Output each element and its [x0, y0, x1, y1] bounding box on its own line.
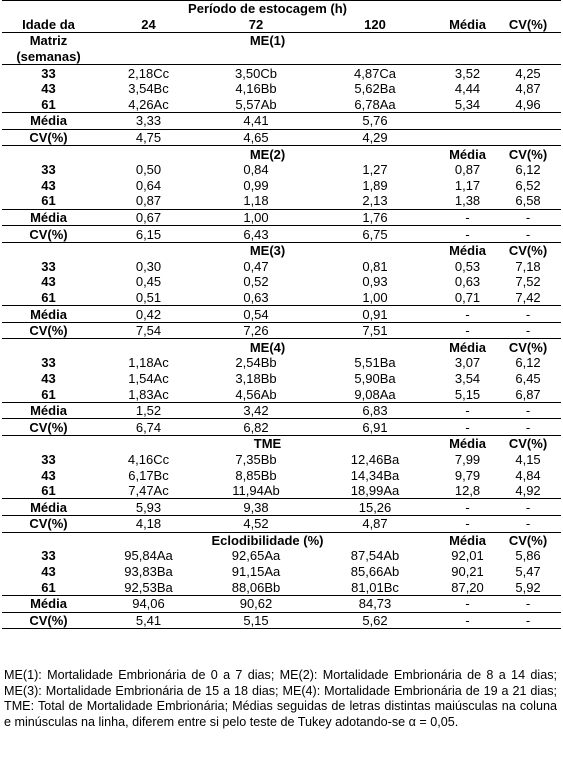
header-row-1 [2, 1, 561, 17]
results-table [2, 0, 561, 629]
table-cell: 4,16Cc [127, 451, 170, 467]
table-cell: 1,76 [310, 209, 440, 226]
table-cell: 9,79 [454, 467, 481, 483]
table-cell: 3,33 [95, 113, 202, 130]
section-media-header: Média [440, 146, 495, 162]
section-cv-header: CV(%) [495, 532, 561, 548]
section-media-header: Média [440, 339, 495, 355]
table-cell: 7,42 [515, 289, 541, 305]
table-cell: 7,47Ac [128, 483, 169, 499]
table-cell: 4,18 [95, 516, 202, 533]
row-label: 43 [41, 564, 56, 580]
table-cell: 84,73 [310, 595, 440, 612]
table-row [2, 452, 561, 468]
section-title: ME(3) [95, 242, 440, 258]
table-cell: 0,51 [135, 289, 162, 305]
row-label: CV(%) [2, 129, 95, 146]
table-cell: 93,83Ba [124, 564, 173, 580]
table-cell: 1,00 [202, 209, 310, 226]
table-cell: 94,06 [95, 595, 202, 612]
col-header-120: 120 [310, 17, 440, 33]
empty-cell [95, 49, 202, 65]
row-label: 61 [41, 386, 56, 402]
table-cell: 1,18Ac [128, 355, 169, 371]
table-cell: 0,81 [362, 258, 388, 274]
table-cell: - [440, 516, 495, 533]
table-cell: 81,01Bc [351, 579, 399, 595]
section-title-row-tme [2, 436, 561, 452]
row-label: 33 [41, 258, 56, 274]
table-cell: 6,43 [202, 226, 310, 243]
table-cell: 0,87 [135, 193, 162, 209]
table-cell: - [440, 306, 495, 323]
section-cv-header: CV(%) [495, 339, 561, 355]
table-cell: 3,54Bc [128, 81, 169, 97]
table-cell [440, 113, 495, 130]
section-title-row-me-1 [2, 33, 561, 49]
section-title-row-me-4 [2, 339, 561, 355]
table-row [2, 209, 561, 226]
table-cell: 7,99 [454, 451, 481, 467]
table-cell: 9,38 [202, 499, 310, 516]
table-cell: 5,76 [310, 113, 440, 130]
table-cell: 5,93 [95, 499, 202, 516]
row-label: CV(%) [2, 516, 95, 533]
table-cell: 3,52 [454, 65, 481, 81]
table-cell: 4,65 [202, 129, 310, 146]
table-cell: 3,42 [202, 402, 310, 419]
table-cell: 4,25 [515, 65, 541, 81]
table-cell: 0,45 [135, 274, 162, 290]
table-cell: 4,41 [202, 113, 310, 130]
table-cell: 0,50 [135, 162, 162, 178]
table-cell: 4,96 [515, 96, 541, 112]
section-title: ME(2) [95, 146, 440, 162]
table-row [2, 595, 561, 612]
table-cell: 1,00 [362, 289, 388, 305]
section-title-spacer [2, 436, 95, 452]
table-cell: 4,56Ab [235, 386, 277, 402]
row-label: Média [2, 595, 95, 612]
row-label: 61 [41, 96, 56, 112]
table-cell: - [495, 209, 561, 226]
table-cell: 6,12 [515, 162, 541, 178]
section-title-row-eclodibilidade [2, 532, 561, 548]
table-cell: 1,38 [454, 193, 481, 209]
table-row [2, 178, 561, 194]
table-cell: 9,08Aa [354, 386, 396, 402]
table-cell: 0,64 [135, 177, 162, 193]
table-cell: 4,16Bb [235, 81, 277, 97]
table-row [2, 113, 561, 130]
table-row [2, 290, 561, 306]
table-cell: 7,52 [515, 274, 541, 290]
table-cell: - [495, 516, 561, 533]
table-cell: 5,92 [515, 579, 541, 595]
table-cell: - [440, 226, 495, 243]
section-title: Eclodibilidade (%) [95, 532, 440, 548]
col-header-cv: CV(%) [495, 17, 561, 33]
row-label: 61 [41, 289, 56, 305]
table-cell: 18,99Aa [350, 483, 400, 499]
table-cell: - [495, 306, 561, 323]
table-cell: 0,93 [362, 274, 388, 290]
row-label: 43 [41, 467, 56, 483]
table-cell: 5,57Ab [235, 96, 277, 112]
row-label: Média [2, 306, 95, 323]
table-cell: 4,29 [310, 129, 440, 146]
table-cell: 6,52 [515, 177, 541, 193]
table-cell: 7,26 [202, 322, 310, 339]
table-cell: 1,54Ac [128, 370, 169, 386]
table-cell: 7,18 [515, 258, 541, 274]
empty-cell [495, 33, 561, 49]
table-cell: 0,42 [95, 306, 202, 323]
table-cell: - [495, 595, 561, 612]
stub-header-line-1: Idade da [2, 17, 95, 33]
table-cell: 6,91 [310, 419, 440, 436]
row-label: Média [2, 499, 95, 516]
table-cell: 1,17 [454, 177, 481, 193]
table-cell: 5,62Ba [354, 81, 396, 97]
section-title-spacer [2, 339, 95, 355]
section-title: ME(1) [249, 33, 286, 49]
table-cell: 7,35Bb [235, 451, 277, 467]
section-title-spacer [2, 146, 95, 162]
row-label: 33 [41, 451, 56, 467]
table-cell: - [495, 226, 561, 243]
table-row [2, 612, 561, 629]
table-cell: 0,47 [243, 258, 269, 274]
table-cell: - [440, 612, 495, 629]
empty-cell [440, 33, 495, 49]
row-label: CV(%) [2, 322, 95, 339]
table-row [2, 274, 561, 290]
table-cell: - [440, 595, 495, 612]
table-cell: 6,58 [515, 193, 541, 209]
row-label: 61 [41, 483, 56, 499]
table-cell: 2,54Bb [235, 355, 277, 371]
table-cell: 2,18Cc [127, 65, 170, 81]
table-row [2, 419, 561, 436]
table-row [2, 259, 561, 275]
table-cell: 5,62 [310, 612, 440, 629]
table-cell: - [440, 402, 495, 419]
table-cell: 1,83Ac [128, 386, 169, 402]
section-title-row-me-3 [2, 242, 561, 258]
table-cell: 5,15 [202, 612, 310, 629]
table-row [2, 579, 561, 595]
table-cell: 6,17Bc [128, 467, 169, 483]
stub-header-line-3: (semanas) [2, 49, 95, 65]
section-cv-header: CV(%) [495, 242, 561, 258]
table-row [2, 355, 561, 371]
period-header: Período de estocagem (h) [95, 1, 440, 17]
table-cell: 2,13 [362, 193, 388, 209]
empty-cell [495, 49, 561, 65]
table-cell: 12,8 [454, 483, 481, 499]
empty-cell [202, 49, 310, 65]
table-cell: 7,51 [310, 322, 440, 339]
table-cell: 6,12 [515, 355, 541, 371]
table-cell: 0,53 [454, 258, 481, 274]
table-row [2, 564, 561, 580]
table-cell: 87,20 [451, 579, 484, 595]
header-row-2 [2, 17, 561, 33]
table-cell: 0,91 [310, 306, 440, 323]
table-cell: 6,83 [310, 402, 440, 419]
table-row [2, 97, 561, 113]
table-row [2, 386, 561, 402]
table-cell: - [495, 419, 561, 436]
table-cell: 4,26Ac [128, 96, 169, 112]
table-cell: 5,34 [454, 96, 481, 112]
section-title: TME [95, 436, 440, 452]
section-media-header: Média [440, 436, 495, 452]
table-cell: 0,63 [454, 274, 481, 290]
table-row [2, 226, 561, 243]
table-cell: 4,92 [515, 483, 541, 499]
table-cell: 1,27 [362, 162, 388, 178]
table-cell: 4,87 [310, 516, 440, 533]
table-cell: 92,65Aa [231, 548, 281, 564]
table-cell: 0,54 [202, 306, 310, 323]
table-cell: - [495, 322, 561, 339]
table-cell: - [495, 402, 561, 419]
section-cv-header: CV(%) [495, 146, 561, 162]
table-cell: 6,87 [515, 386, 541, 402]
table-cell: 3,54 [454, 370, 481, 386]
table-cell: 90,21 [451, 564, 484, 580]
table-cell: 6,45 [515, 370, 541, 386]
table-cell: 6,15 [95, 226, 202, 243]
table-cell: 87,54Ab [350, 548, 400, 564]
table-cell: 95,84Aa [124, 548, 173, 564]
table-cell: 4,44 [454, 81, 481, 97]
section-title-spacer [2, 242, 95, 258]
table-cell: 0,63 [243, 289, 269, 305]
table-cell: 6,75 [310, 226, 440, 243]
section-title-spacer [2, 532, 95, 548]
footnote: ME(1): Mortalidade Embrionária de 0 a 7 dias; ME(2): Mortalidade Embrionária de 8 a 14 dias; ME(3): Mortalidade Embrionária de 15 a 18 dias; ME(4): Mortalidade Embrionária de 19 a 21 dias; TME: Total de Mortalidade Embrionária; Médias seguidas de letras distintas maiúsculas na coluna e minúsculas na linha, diferem entre si pelo teste de Tukey adotando-se α = 0,05. [4, 668, 557, 729]
table-cell: 91,15Aa [231, 564, 281, 580]
section-title: ME(4) [95, 339, 440, 355]
row-label: 33 [41, 65, 56, 81]
table-cell: 3,50Cb [235, 65, 277, 81]
table-cell: 5,51Ba [354, 355, 396, 371]
row-label: Média [2, 402, 95, 419]
table-row [2, 467, 561, 483]
table-cell: - [495, 499, 561, 516]
table-cell: 4,87 [515, 81, 541, 97]
table-cell: 8,85Bb [235, 467, 277, 483]
col-header-72: 72 [202, 17, 310, 33]
table-cell: 15,26 [310, 499, 440, 516]
row-label: Média [2, 209, 95, 226]
table-cell: 0,67 [95, 209, 202, 226]
row-label: 61 [41, 193, 56, 209]
table-cell: 0,84 [243, 162, 269, 178]
row-label: 33 [41, 548, 56, 564]
section-title-row-me-2 [2, 146, 561, 162]
table-cell: 4,52 [202, 516, 310, 533]
table-cell: 14,34Ba [350, 467, 400, 483]
table-row [2, 371, 561, 387]
row-label: 43 [41, 81, 56, 97]
table-row [2, 193, 561, 209]
table-cell: 7,54 [95, 322, 202, 339]
table-cell: - [440, 209, 495, 226]
table-cell: 4,15 [515, 451, 541, 467]
table-row [2, 306, 561, 323]
table-cell: 1,52 [95, 402, 202, 419]
table-cell: 6,82 [202, 419, 310, 436]
table-cell: 85,66Ab [350, 564, 400, 580]
table-cell [495, 129, 561, 146]
table-row [2, 81, 561, 97]
table-cell: 92,01 [451, 548, 484, 564]
table-cell: 3,07 [454, 355, 481, 371]
table-row [2, 129, 561, 146]
section-media-header: Média [440, 242, 495, 258]
table-cell: 0,30 [135, 258, 162, 274]
table-cell: 5,41 [95, 612, 202, 629]
table-cell: 1,89 [362, 177, 388, 193]
table-row [2, 483, 561, 499]
row-label: 33 [41, 355, 56, 371]
table-cell: 5,47 [515, 564, 541, 580]
table-cell: 12,46Ba [350, 451, 400, 467]
table-cell: 4,84 [515, 467, 541, 483]
table-row [2, 548, 561, 564]
row-label: CV(%) [2, 226, 95, 243]
table-cell: - [440, 419, 495, 436]
table-cell: 5,15 [454, 386, 481, 402]
table-cell: 88,06Bb [231, 579, 281, 595]
section-cv-header: CV(%) [495, 436, 561, 452]
section-media-header: Média [440, 532, 495, 548]
table-cell: 0,87 [454, 162, 481, 178]
empty-cell [440, 49, 495, 65]
table-cell: 5,90Ba [354, 370, 396, 386]
table-cell: - [495, 612, 561, 629]
table-cell: 92,53Ba [124, 579, 173, 595]
row-label: Média [2, 113, 95, 130]
row-label: 43 [41, 370, 56, 386]
row-label: CV(%) [2, 612, 95, 629]
table-row [2, 402, 561, 419]
table-cell [440, 129, 495, 146]
table-cell: 4,75 [95, 129, 202, 146]
table-cell: - [440, 499, 495, 516]
row-label: CV(%) [2, 419, 95, 436]
col-header-24: 24 [95, 17, 202, 33]
table-cell: 90,62 [202, 595, 310, 612]
table-cell [495, 113, 561, 130]
stub-header-row [2, 49, 561, 65]
empty-cell [310, 49, 440, 65]
table-row [2, 65, 561, 81]
table-cell: 0,99 [243, 177, 269, 193]
table-cell: 6,78Aa [354, 96, 396, 112]
stub-header-line-2: Matriz [29, 33, 68, 49]
stub-header [2, 1, 95, 17]
table-cell: 5,86 [515, 548, 541, 564]
table-cell: 0,71 [454, 289, 481, 305]
table-cell: 11,94Ab [232, 483, 280, 499]
table-cell: 4,87Ca [354, 65, 396, 81]
row-label: 33 [41, 162, 56, 178]
row-label: 43 [41, 177, 56, 193]
table-cell: 0,52 [243, 274, 269, 290]
table-row [2, 516, 561, 533]
table-row [2, 322, 561, 339]
table-row [2, 162, 561, 178]
row-label: 61 [41, 579, 56, 595]
table-cell: - [440, 322, 495, 339]
table-cell: 3,18Bb [235, 370, 277, 386]
table-cell: 6,74 [95, 419, 202, 436]
table-cell: 1,18 [243, 193, 269, 209]
table-row [2, 499, 561, 516]
row-label: 43 [41, 274, 56, 290]
col-header-media: Média [440, 17, 495, 33]
